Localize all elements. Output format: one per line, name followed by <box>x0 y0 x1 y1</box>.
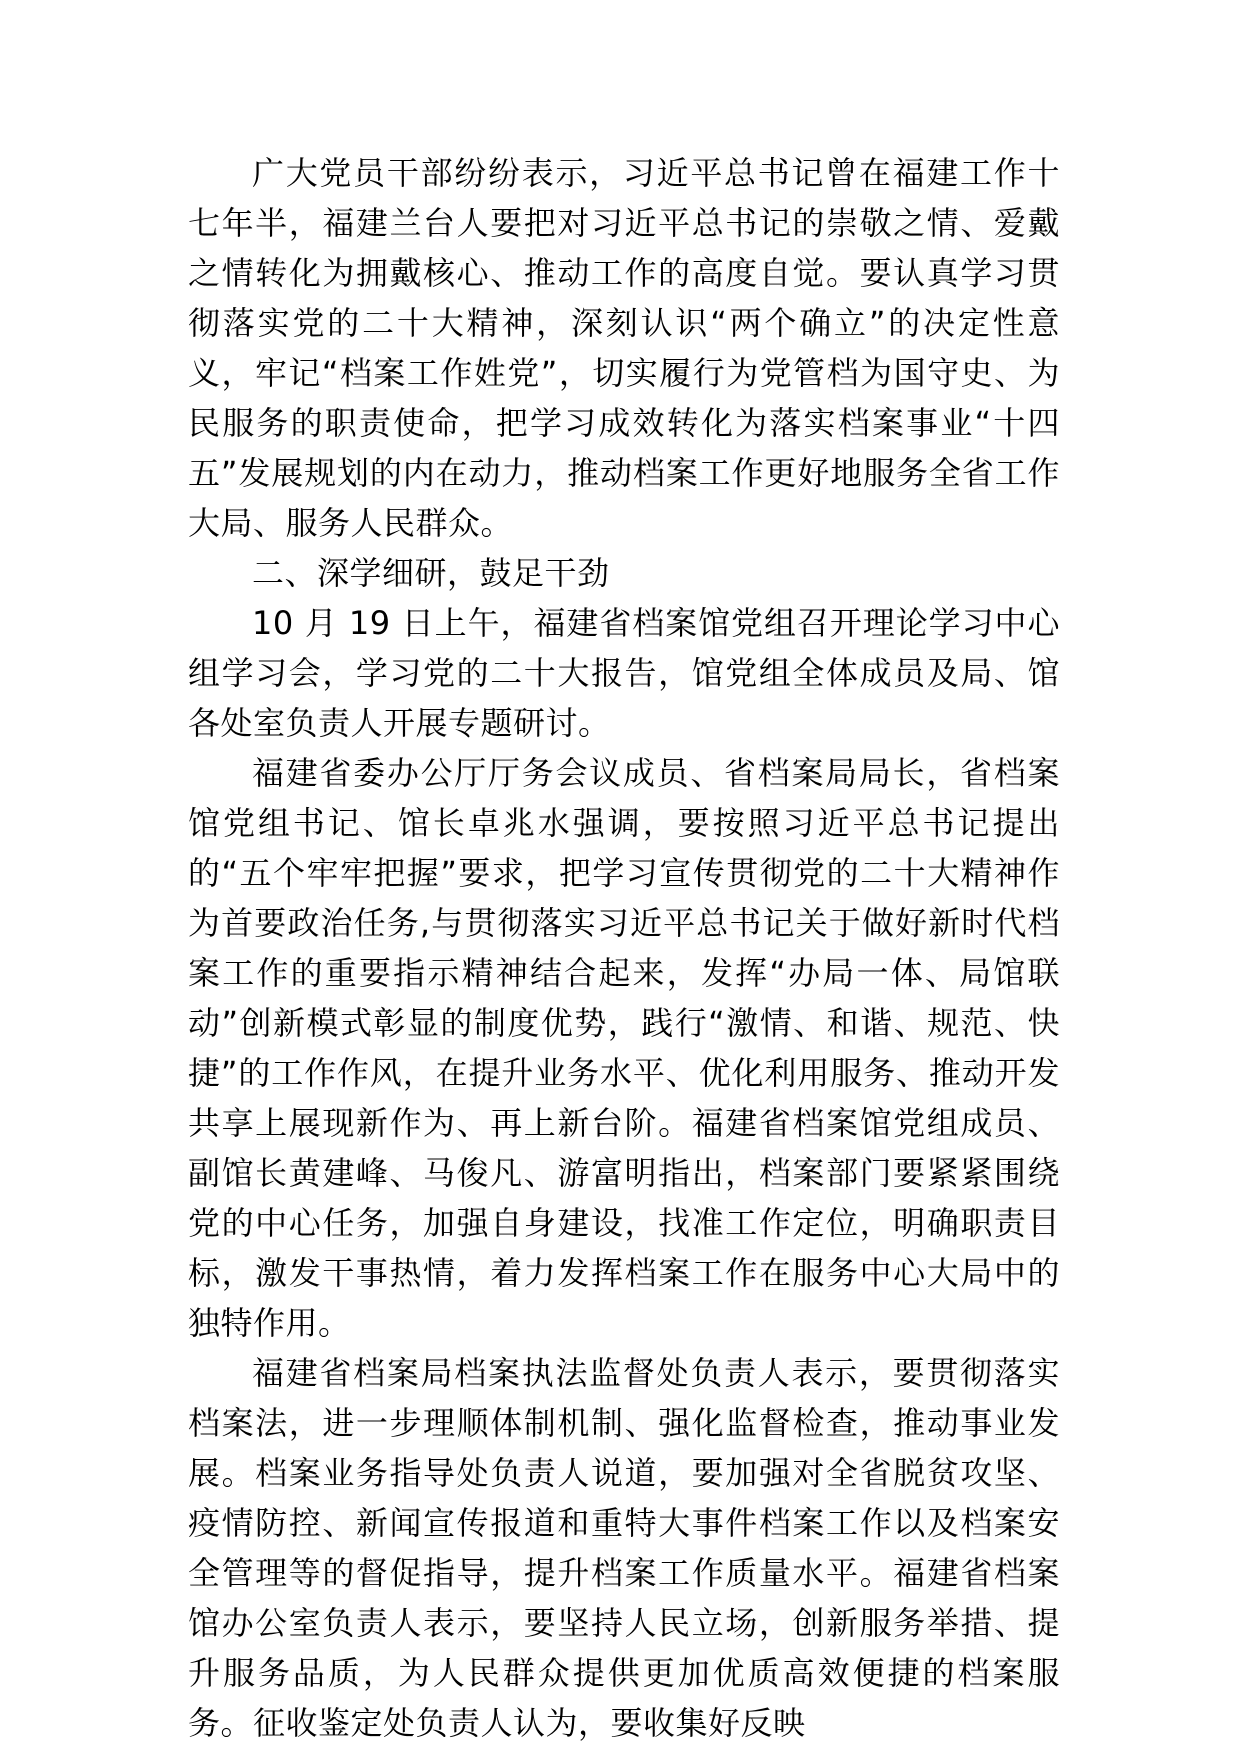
paragraph-director-remarks: 福建省委办公厅厅务会议成员、省档案局局长，省档案馆党组书记、馆长卓兆水强调，要按照习近平总书记提出的“五个牢牢把握”要求，把学习宣传贯彻党的二十大精神作为首要政治任务,与贯彻落实习近平总书记关于做好新时代档案工作的重要指示精神结合起来，发挥“办局一体、局馆联动”创新模式彰显的制度优势，践行“激情、和谐、规范、快捷”的工作作风，在提升业务水平、优化利用服务、推动开发共享上展现新作为、再上新台阶。福建省档案馆党组成员、副馆长黄建峰、马俊凡、游富明指出，档案部门要紧紧围绕党的中心任务，加强自身建设，找准工作定位，明确职责目标，激发干事热情，着力发挥档案工作在服务中心大局中的独特作用。 <box>188 754 1060 1342</box>
document-page <box>188 148 1060 1748</box>
paragraph-department-remarks: 福建省档案局档案执法监督处负责人表示，要贯彻落实档案法，进一步理顺体制机制、强化监督检查，推动事业发展。档案业务指导处负责人说道，要加强对全省脱贫攻坚、疫情防控、新闻宣传报道和重特大事件档案工作以及档案安全管理等的督促指导，提升档案工作质量水平。福建省档案馆办公室负责人表示，要坚持人民立场，创新服务举措、提升服务品质，为人民群众提供更加优质高效便捷的档案服务。征收鉴定处负责人认为，要收集好反映 <box>188 1354 1060 1742</box>
paragraph-study-session: 10 月 19 日上午，福建省档案馆党组召开理论学习中心组学习会，学习党的二十大报告，馆党组全体成员及局、馆各处室负责人开展专题研讨。 <box>188 604 1060 742</box>
section-heading-two: 二、深学细研，鼓足干劲 <box>252 554 610 592</box>
paragraph-party-members: 广大党员干部纷纷表示，习近平总书记曾在福建工作十七年半，福建兰台人要把对习近平总书记的崇敬之情、爱戴之情转化为拥戴核心、推动工作的高度自觉。要认真学习贯彻落实党的二十大精神，深刻认识“两个确立”的决定性意义，牢记“档案工作姓党”，切实履行为党管档为国守史、为民服务的职责使命，把学习成效转化为落实档案事业“十四五”发展规划的内在动力，推动档案工作更好地服务全省工作大局、服务人民群众。 <box>188 154 1060 542</box>
